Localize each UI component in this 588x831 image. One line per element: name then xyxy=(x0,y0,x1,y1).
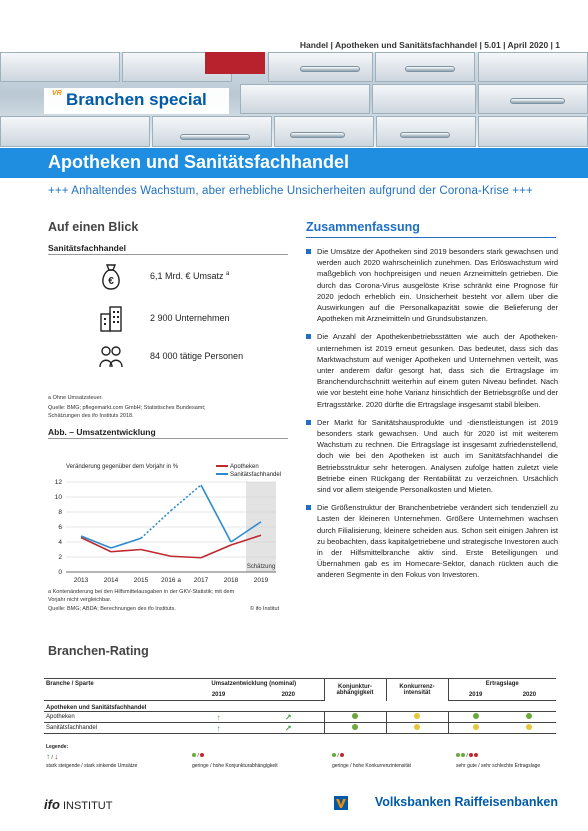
legend-dots-1: / xyxy=(192,753,204,759)
arrow-up-right-icon: ↗ xyxy=(284,723,292,733)
money-bag-icon xyxy=(98,262,124,292)
legend-label: Sanitätsfachhandel xyxy=(230,472,282,478)
page-subtitle: +++ Anhaltendes Wachstum, aber erhebliche Unsicherheiten aufgrund der Corona-Krise +++ xyxy=(48,185,533,197)
status-dot xyxy=(414,713,420,719)
summary-bullet xyxy=(306,502,558,580)
brand-name: Branchen special xyxy=(66,90,207,109)
glance-footnote-1: a Ohne Umsatzsteuer. xyxy=(48,395,103,401)
x-tick-label: 2017 xyxy=(193,577,209,584)
col-konjunktur: Konjunktur-abhängigkeit xyxy=(324,679,386,701)
series-line-sanitaetsfachhandel xyxy=(201,485,231,542)
series-line-apotheken xyxy=(141,550,171,557)
summary-bullet-text: Die Umsätze der Apotheken sind 2019 besonders stark gewachsen und werden auch 2020 wahrscheinlich zunehmen. Das Erlöswachstum wird maßgeblich von hochpreisigen und neuen Arzneimitteln getrieben. Die durch das Corona-Virus ausgelöste Krise schränkt eine Prognose für 2020 jedoch erheblich ein. Unsicherheit besteht vor allem über die Auswirkungen auf die Personalkapazität sowie die Belieferung der Apotheken mit Arzneimitteln und Grundsubstanzen. xyxy=(317,247,558,324)
legend-1: stark steigende / stark sinkende Umsätze xyxy=(46,763,138,769)
fact-companies-text: 2 900 Unternehmen xyxy=(150,313,230,323)
series-line-apotheken xyxy=(81,538,111,552)
x-tick-label: 2015 xyxy=(133,577,149,584)
summary-bullet xyxy=(306,417,558,495)
brand-logo xyxy=(44,88,229,114)
table-row xyxy=(44,712,556,723)
fact-revenue-text: 6,1 Mrd. € Umsatz xyxy=(150,271,224,281)
glance-rule xyxy=(48,254,288,255)
summary-bullet-text: Die Größenstruktur der Branchenbetriebe verändert sich tendenziell zu Lasten der kleineren Unternehmen. Größere Unternehmen wachsen durch Filialisierung, kleinere scheiden aus. Schon seit einigen Jahren ist zu beobachten, dass kapitalgetriebene und strategische Investoren auch in der Hilfsmittelbranche aktiv sind. Erste Beteiligungen und Übernahmen gab es im Homecare-Sektor, danach rückten auch die anderen Segmente in den Fokus von Investoren. xyxy=(317,503,558,580)
status-dot xyxy=(414,724,420,730)
x-tick-label: 2013 xyxy=(73,577,89,584)
people-icon xyxy=(98,342,124,372)
summary-bullet-text: Der Markt für Sanitätshausprodukte und -dienstleistungen ist 2019 besonders stark gewachsen. Und auch für 2020 ist mit weiterem Wachstum zu rechnen. Die Ertragslage ist insgesamt zufriedenstellend, doch wie bei den Apotheken ist auch im Sanitätsfachhandel die Betriebsstruktur sehr heterogen. Analysen zufolge hatten zuletzt viele Betriebe einen Rückgang der Rentabilität zu verzeichnen. Ursächlich sind vor allem steigende Personalkosten und Mieten. xyxy=(317,417,558,495)
status-dot xyxy=(526,713,532,719)
ertrag-2019-header: 2019 xyxy=(448,690,503,701)
legend-label: Apotheken xyxy=(230,464,259,470)
fact-employees-text: 84 000 tätige Personen xyxy=(150,351,244,361)
series-line-apotheken xyxy=(111,550,141,552)
x-tick-label: 2018 xyxy=(223,577,239,584)
y-tick-label: 0 xyxy=(58,569,62,576)
y-tick-label: 10 xyxy=(54,494,62,501)
rating-group: Apotheken und Sanitätsfachhandel xyxy=(44,701,556,712)
series-line-sanitaetsfachhandel xyxy=(111,538,141,548)
col-ertrag: Ertragslage xyxy=(448,679,556,690)
summary-rule xyxy=(306,237,556,238)
glance-footnote-2: Quelle: BMG; pflegemarkt.com GmbH; Statistisches Bundesamt; xyxy=(48,405,206,411)
ifo-logo xyxy=(44,797,112,812)
legend-dots-2: / xyxy=(332,753,344,759)
umsatz-2020-header: 2020 xyxy=(253,690,324,701)
chart-heading: Abb. – Umsatzentwicklung xyxy=(48,427,156,437)
summary-bullet xyxy=(306,246,558,324)
legend-arrows: ↑ / ↓ xyxy=(46,752,59,761)
arrow-up-icon: ↑ xyxy=(216,723,221,733)
summary-heading: Zusammenfassung xyxy=(306,220,420,234)
title-bar xyxy=(0,148,588,178)
fact-companies xyxy=(98,304,288,334)
legend-title: Legende: xyxy=(46,744,69,750)
y-tick-label: 2 xyxy=(58,554,62,561)
legend-2: geringe / hohe Konjunkturabhängigkeit xyxy=(192,763,278,769)
y-tick-label: 8 xyxy=(58,509,62,516)
header-meta: Handel | Apotheken und Sanitätsfachhandel | 5.01 | April 2020 | 1 xyxy=(299,40,560,50)
revenue-chart xyxy=(48,446,288,588)
glance-heading: Auf einen Blick xyxy=(48,220,139,234)
chart-footnote-1: a Kontenänderung bei den Hilfsmittelausgaben in der GKV-Statistik; mit dem xyxy=(48,589,235,595)
legend-4: sehr gute / sehr schlechte Ertragslage xyxy=(456,763,541,769)
fact-revenue xyxy=(98,262,288,292)
status-dot xyxy=(526,724,532,730)
rating-table xyxy=(44,678,556,734)
chart-title: Veränderung gegenüber dem Vorjahr in % xyxy=(66,464,179,470)
arrow-up-right-icon: ↗ xyxy=(284,712,292,722)
series-line-sanitaetsfachhandel xyxy=(141,511,171,539)
summary-bullet-text: Die Anzahl der Apothekenbetriebsstätten wie auch der Apotheken-unternehmen ist 2019 erneut gesunken. Das bedeutet, dass sich das Marktwachstum auf weniger Apotheken und Unternehmen verteilt, was unter anderem dafür gesorgt hat, dass sich die Ertragslage im Branchendurchschnitt weiterhin auf einem guten Niveau befindet. Nach wie vor besteht eine hohe Varianz hinsichtlich der Betriebsgröße und der Ertragsstärke. 2020 dürfte die Ertragslage insgesamt stabil bleiben. xyxy=(317,332,558,409)
hero-image xyxy=(0,52,588,147)
table-row xyxy=(44,723,556,734)
status-dot xyxy=(473,724,479,730)
chart-footnote-3: Quelle: BMG; ABDA; Berechnungen des ifo Instituts. xyxy=(48,606,176,612)
x-tick-label: 2019 xyxy=(253,577,269,584)
ifo-logo-a: ifo xyxy=(44,797,60,812)
row-name: Sanitätsfachhandel xyxy=(44,723,184,734)
fact-employees xyxy=(98,342,288,372)
x-tick-label: 2016 a xyxy=(161,577,181,584)
chart-footnote-2: Vorjahr nicht vergleichbar. xyxy=(48,597,112,603)
bank-name: Volksbanken Raiffeisenbanken xyxy=(374,795,558,809)
estimate-label: Schätzung xyxy=(246,564,276,570)
buildings-icon xyxy=(98,304,124,334)
legend-dots-3: / xyxy=(456,753,478,759)
col-umsatz: Umsatzentwicklung (nominal) xyxy=(184,679,324,690)
ifo-logo-b: INSTITUT xyxy=(62,800,113,812)
ertrag-2020-header: 2020 xyxy=(503,690,556,701)
rating-heading: Branchen-Rating xyxy=(48,644,149,658)
legend-3: geringe / hohe Konkurrenzintensität xyxy=(332,763,411,769)
series-line-apotheken xyxy=(171,556,201,558)
fact-revenue-mark: a xyxy=(226,271,230,277)
glance-footnote-3: Schätzungen des ifo Instituts 2018. xyxy=(48,413,134,419)
svg-text:€: € xyxy=(108,276,114,287)
y-tick-label: 12 xyxy=(54,479,62,486)
y-tick-label: 4 xyxy=(58,539,62,546)
brand-prefix: VR xyxy=(52,90,62,97)
status-dot xyxy=(352,724,358,730)
summary-bullets xyxy=(306,246,558,588)
status-dot xyxy=(352,713,358,719)
page-title: Apotheken und Sanitätsfachhandel xyxy=(48,152,350,172)
summary-bullet xyxy=(306,331,558,409)
arrow-up-icon: ↑ xyxy=(216,712,221,722)
glance-subheading: Sanitätsfachhandel xyxy=(48,243,126,253)
col-branche: Branche / Sparte xyxy=(44,679,184,690)
y-tick-label: 6 xyxy=(58,524,62,531)
series-line-sanitaetsfachhandel xyxy=(171,485,201,511)
x-tick-label: 2014 xyxy=(103,577,119,584)
series-line-apotheken xyxy=(201,545,231,558)
chart-copyright: © ifo Institut xyxy=(250,606,280,612)
vr-logo-icon xyxy=(334,796,348,810)
umsatz-2019-header: 2019 xyxy=(184,690,253,701)
col-konkurrenz: Konkurrenz-intensität xyxy=(386,679,448,701)
row-name: Apotheken xyxy=(44,712,184,723)
chart-rule xyxy=(48,438,288,439)
status-dot xyxy=(473,713,479,719)
